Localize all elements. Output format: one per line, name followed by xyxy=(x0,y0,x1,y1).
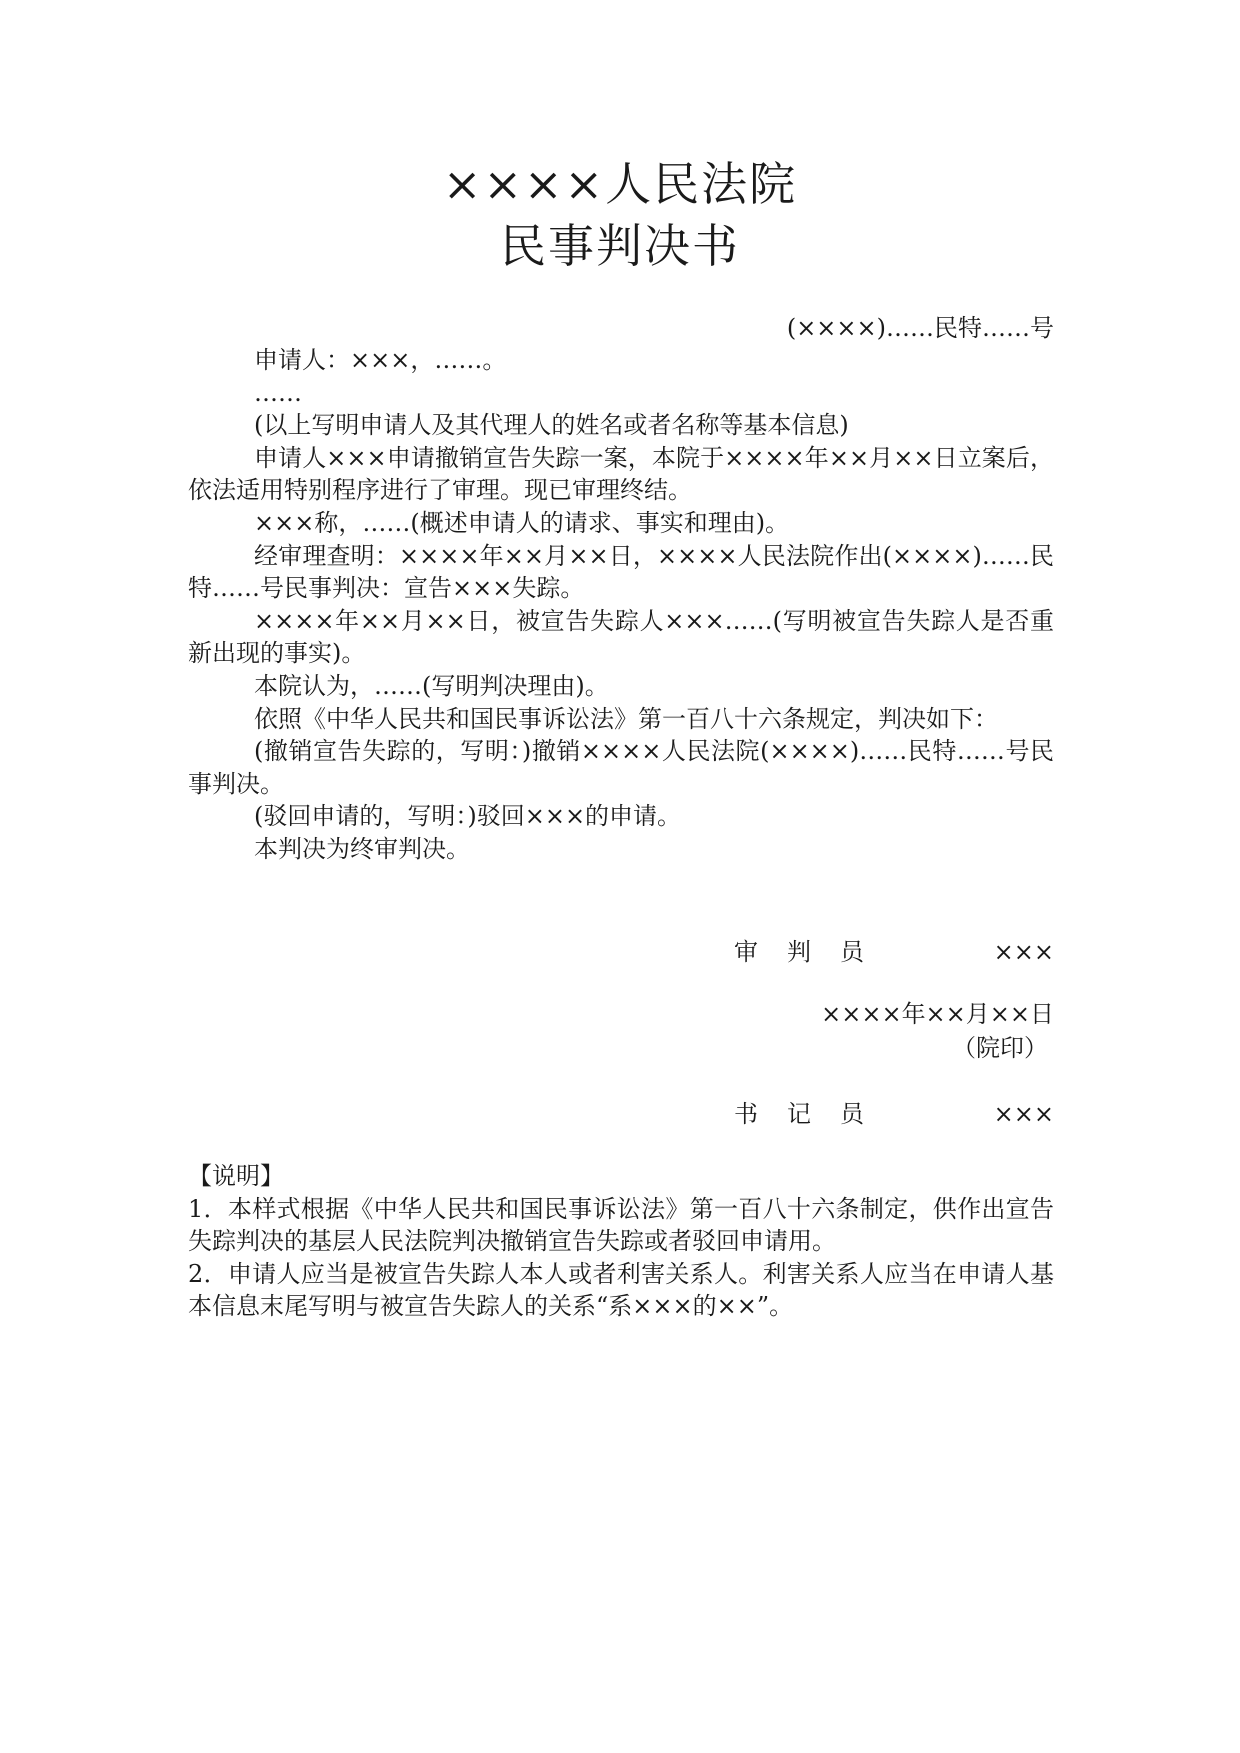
explanatory-notes xyxy=(188,1160,1054,1323)
case-number: (××××)……民特……号 xyxy=(786,314,1054,342)
body-paragraph: ×××称，……(概述申请人的请求、事实和理由)。 xyxy=(254,508,790,537)
judge-name: ××× xyxy=(993,938,1054,966)
body-paragraph: (驳回申请的，写明：)驳回×××的申请。 xyxy=(254,802,682,831)
note-item: 1．本样式根据《中华人民共和国民事诉讼法》第一百八十六条制定，供作出宣告失踪判决的基层人民法院判决撤销宣告失踪或者驳回申请用。 xyxy=(188,1194,1054,1256)
body-paragraph: 经审理查明：××××年××月××日，××××人民法院作出(××××)……民特……号民事判决：宣告×××失踪。 xyxy=(188,541,1054,603)
court-name-title: ××××人民法院 xyxy=(442,157,798,211)
body-paragraph: 本院认为，……(写明判决理由)。 xyxy=(254,671,609,700)
document-type-title: 民事判决书 xyxy=(500,219,740,273)
body-paragraph: …… xyxy=(254,378,302,407)
body-paragraph: 申请人×××申请撤销宣告失踪一案，本院于××××年××月××日立案后，依法适用特别程序进行了审理。现已审理终结。 xyxy=(188,443,1054,505)
clerk-name: ××× xyxy=(993,1100,1054,1128)
judgment-date: ××××年××月××日 xyxy=(821,1000,1054,1028)
clerk-signature-line xyxy=(0,1098,1240,1130)
body-paragraph: ××××年××月××日，被宣告失踪人×××……(写明被宣告失踪人是否重新出现的事实)。 xyxy=(188,606,1054,668)
judge-signature-line xyxy=(0,936,1240,968)
body-paragraph: 本判决为终审判决。 xyxy=(254,834,470,863)
body-paragraph: 依照《中华人民共和国民事诉讼法》第一百八十六条规定，判决如下： xyxy=(254,704,998,733)
court-seal: （院印） xyxy=(952,1034,1048,1062)
judgment-body xyxy=(188,344,1054,866)
clerk-label: 书记员 xyxy=(734,1100,893,1128)
judge-label: 审判员 xyxy=(734,938,893,966)
body-paragraph: (以上写明申请人及其代理人的姓名或者名称等基本信息) xyxy=(254,411,849,440)
body-paragraph: 申请人：×××，……。 xyxy=(254,346,507,374)
note-item: 2．申请人应当是被宣告失踪人本人或者利害关系人。利害关系人应当在申请人基本信息末尾写明与被宣告失踪人的关系“系×××的××”。 xyxy=(188,1259,1054,1321)
body-paragraph: (撤销宣告失踪的，写明：)撤销××××人民法院(××××)……民特……号民事判决。 xyxy=(188,737,1054,798)
notes-heading: 【说明】 xyxy=(188,1162,284,1190)
